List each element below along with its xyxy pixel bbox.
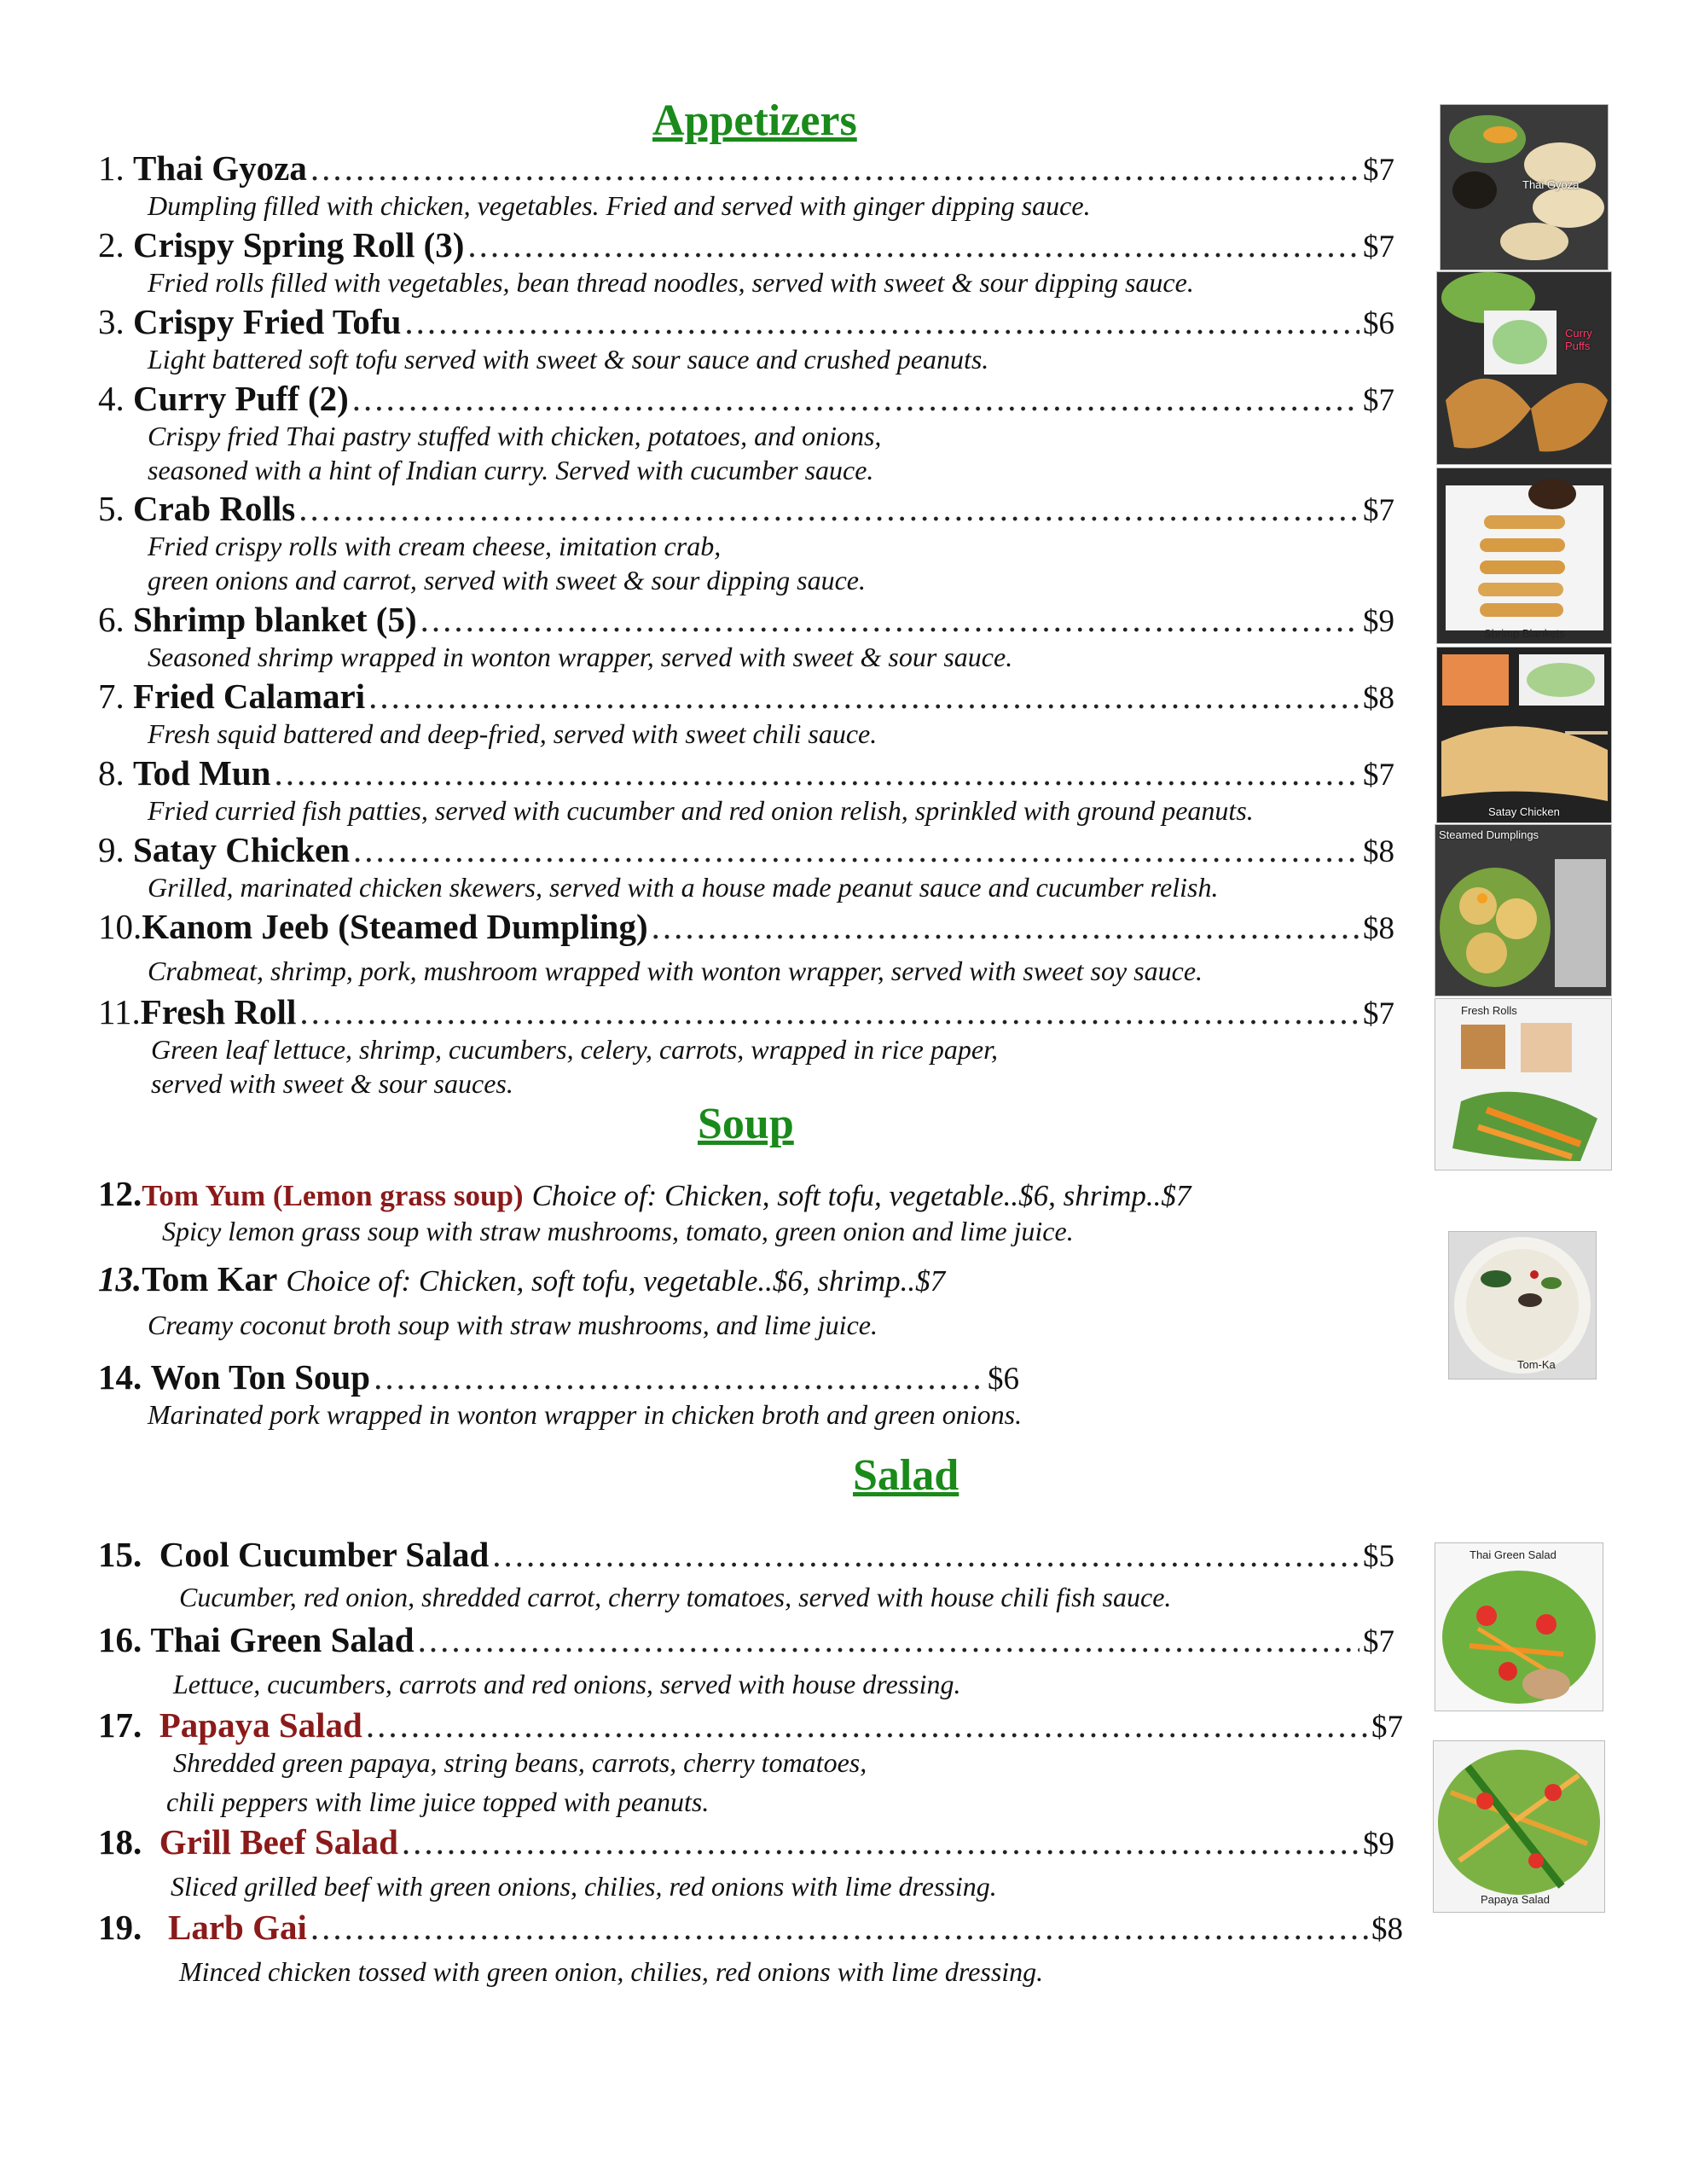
item-number: 9.: [98, 830, 125, 869]
item-description: Fried curried fish patties, served with cucumber and red onion relish, sprinkled with ground peanuts.: [148, 795, 1254, 826]
item-number: 16.: [98, 1620, 142, 1659]
item-description: served with sweet & sour sauces.: [151, 1068, 513, 1099]
item-number: 11.: [98, 992, 141, 1031]
item-description: Sliced grilled beef with green onions, chilies, red onions with lime dressing.: [171, 1871, 997, 1902]
photo-caption: Curry Puffs: [1565, 327, 1592, 352]
food-image: [1437, 648, 1611, 822]
item-number: 1.: [98, 148, 125, 188]
item-choice: Choice of: Chicken, soft tofu, vegetable..$6, shrimp..$7: [286, 1264, 946, 1298]
menu-item: [98, 1173, 1394, 1248]
item-price: $7: [1363, 229, 1394, 264]
item-number: 14.: [98, 1357, 142, 1397]
item-name: Crispy Fried Tofu: [133, 302, 402, 341]
heading-salad: Salad: [853, 1451, 959, 1500]
item-number: 7.: [98, 677, 125, 716]
item-price: $8: [1363, 834, 1394, 869]
item-name: Crab Rolls: [133, 489, 296, 528]
item-description: Marinated pork wrapped in wonton wrapper in chicken broth and green onions.: [148, 1399, 1023, 1430]
item-description: Shredded green papaya, string beans, carrots, cherry tomatoes,: [173, 1747, 867, 1778]
item-name: Curry Puff (2): [133, 379, 349, 418]
item-name: Cool Cucumber Salad: [159, 1535, 490, 1574]
item-description: Light battered soft tofu served with sweet & sour sauce and crushed peanuts.: [148, 344, 989, 375]
item-description: Green leaf lettuce, shrimp, cucumbers, celery, carrots, wrapped in rice paper,: [151, 1034, 998, 1065]
item-number: 17.: [98, 1705, 142, 1745]
photo-caption: Shrimp Blankets: [1484, 627, 1565, 640]
item-price: $7: [1363, 153, 1394, 188]
item-price: $9: [1363, 1827, 1394, 1862]
item-number: 6.: [98, 600, 125, 639]
menu-item: [98, 1534, 1394, 1614]
photo-caption: Satay Chicken: [1488, 805, 1560, 818]
photo-thai-green-salad: [1435, 1542, 1603, 1711]
photo-caption: Papaya Salad: [1481, 1893, 1550, 1906]
photo-shrimp-blankets: [1436, 468, 1612, 644]
food-image: [1449, 1232, 1596, 1379]
item-name: Thai Gyoza: [133, 148, 307, 188]
photo-caption: Tom-Ka: [1517, 1358, 1556, 1371]
food-image: [1437, 468, 1611, 643]
photo-papaya-salad: [1433, 1740, 1605, 1913]
item-description: Creamy coconut broth soup with straw mushrooms, and lime juice.: [148, 1310, 878, 1340]
item-price: $9: [1363, 604, 1394, 639]
food-image: [1434, 1741, 1604, 1912]
item-number: 19.: [98, 1908, 142, 1947]
item-description: Fresh squid battered and deep-fried, served with sweet chili sauce.: [148, 718, 878, 749]
heading-appetizers: Appetizers: [652, 96, 857, 145]
photo-caption: Thai Gyoza: [1522, 178, 1580, 191]
item-description: Grilled, marinated chicken skewers, served with a house made peanut sauce and cucumber relish.: [148, 872, 1219, 903]
item-description: Fried rolls filled with vegetables, bean thread noodles, served with sweet & sour dipping sauce.: [148, 267, 1194, 298]
item-number: 12.: [98, 1174, 142, 1213]
item-number: 3.: [98, 302, 125, 341]
item-name: Fresh Roll: [140, 992, 297, 1031]
item-price: $7: [1363, 493, 1394, 528]
item-description: Crispy fried Thai pastry stuffed with chicken, potatoes, and onions,: [148, 421, 882, 451]
menu-item: [98, 301, 1394, 376]
food-image: [1437, 272, 1611, 464]
item-name: Thai Green Salad: [150, 1620, 415, 1659]
item-description: Dumpling filled with chicken, vegetables. Fried and served with ginger dipping sauce.: [148, 190, 1091, 221]
item-price: $5: [1363, 1539, 1394, 1574]
item-number: 4.: [98, 379, 125, 418]
item-number: 5.: [98, 489, 125, 528]
menu-item: [98, 488, 1394, 597]
item-description: Fried crispy rolls with cream cheese, imitation crab,: [148, 531, 722, 561]
item-description: Spicy lemon grass soup with straw mushrooms, tomato, green onion and lime juice.: [162, 1216, 1074, 1246]
item-name: Kanom Jeeb (Steamed Dumpling): [142, 907, 648, 946]
menu-item: [98, 1705, 1403, 1819]
menu-item: [98, 1619, 1394, 1701]
item-number: 10.: [98, 907, 142, 946]
menu-item: [98, 1258, 1394, 1342]
item-price: $8: [1371, 1912, 1403, 1947]
menu-item: [98, 1907, 1403, 1989]
item-name: Satay Chicken: [133, 830, 351, 869]
heading-soup: Soup: [698, 1100, 794, 1148]
menu-item: [98, 148, 1394, 223]
item-name: Shrimp blanket (5): [133, 600, 417, 639]
item-number: 13.: [98, 1259, 142, 1298]
item-price: $7: [1363, 758, 1394, 793]
item-description: Seasoned shrimp wrapped in wonton wrapper, served with sweet & sour sauce.: [148, 642, 1013, 672]
item-number: 18.: [98, 1822, 142, 1862]
item-name: Tom Kar: [142, 1259, 278, 1298]
item-price: $7: [1363, 996, 1394, 1031]
item-description: Crabmeat, shrimp, pork, mushroom wrapped with wonton wrapper, served with sweet soy sauce.: [148, 956, 1203, 986]
food-image: [1435, 825, 1611, 996]
menu-item: [98, 378, 1394, 487]
photo-steamed-dumplings: [1435, 824, 1612, 996]
item-description: Lettuce, cucumbers, carrots and red onions, served with house dressing.: [173, 1669, 961, 1699]
menu-item: [98, 752, 1394, 828]
food-image: [1435, 999, 1611, 1170]
item-price: $7: [1371, 1710, 1403, 1745]
item-price: $6: [1363, 306, 1394, 341]
item-description: Minced chicken tossed with green onion, chilies, red onions with lime dressing.: [179, 1956, 1044, 1987]
item-price: $7: [1363, 1624, 1394, 1659]
menu-item: [98, 599, 1394, 674]
item-name: Tom Yum (Lemon grass soup): [142, 1179, 524, 1212]
photo-curry-puffs: [1436, 271, 1612, 465]
item-price: $7: [1363, 383, 1394, 418]
menu-item: [98, 906, 1394, 988]
food-image: [1435, 1543, 1603, 1711]
item-description: seasoned with a hint of Indian curry. Served with cucumber sauce.: [148, 455, 874, 485]
menu-item: [98, 676, 1394, 751]
item-name: Tod Mun: [133, 753, 271, 793]
photo-thai-gyoza: [1440, 104, 1609, 270]
photo-satay-chicken: [1436, 647, 1612, 823]
item-choice: Choice of: Chicken, soft tofu, vegetable..$6, shrimp..$7: [531, 1179, 1191, 1212]
menu-item: [98, 829, 1394, 904]
photo-tom-ka: [1448, 1231, 1597, 1380]
menu-item: [98, 991, 1394, 1101]
item-number: 8.: [98, 753, 125, 793]
item-name: Crispy Spring Roll (3): [133, 225, 465, 264]
item-name: Fried Calamari: [133, 677, 366, 716]
photo-caption: Fresh Rolls: [1461, 1004, 1517, 1017]
menu-item: [98, 1356, 1022, 1432]
item-description: chili peppers with lime juice topped with peanuts.: [166, 1786, 710, 1817]
item-name: Larb Gai: [168, 1908, 307, 1947]
photo-fresh-rolls: [1435, 998, 1612, 1170]
item-description: green onions and carrot, served with sweet & sour dipping sauce.: [148, 565, 866, 595]
item-number: 2.: [98, 225, 125, 264]
item-number: 15.: [98, 1535, 142, 1574]
menu-item: [98, 1821, 1394, 1903]
item-price: $8: [1363, 911, 1394, 946]
item-price: $6: [988, 1362, 1019, 1397]
item-description: Cucumber, red onion, shredded carrot, cherry tomatoes, served with house chili fish sauce.: [179, 1582, 1172, 1612]
item-name: Won Ton Soup: [150, 1357, 371, 1397]
item-name: Papaya Salad: [159, 1705, 362, 1745]
item-price: $8: [1363, 681, 1394, 716]
photo-caption: Steamed Dumplings: [1439, 828, 1539, 841]
photo-caption: Thai Green Salad: [1470, 1548, 1557, 1561]
item-name: Grill Beef Salad: [159, 1822, 398, 1862]
menu-item: [98, 224, 1394, 299]
